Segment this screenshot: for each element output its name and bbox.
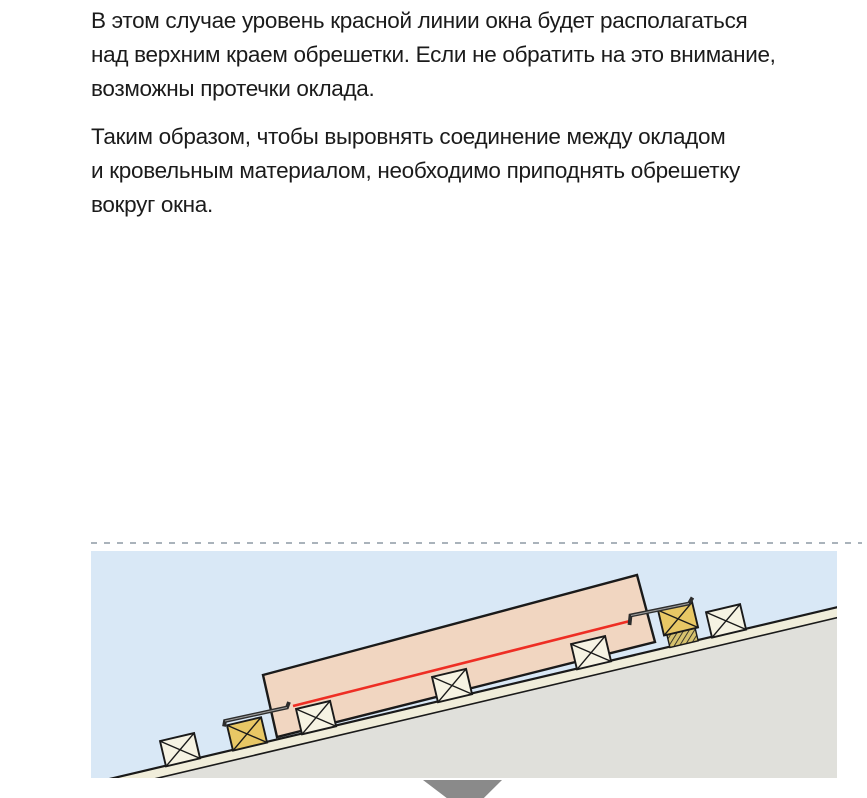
- roof-cross-section-figure: [91, 551, 837, 778]
- page-down-arrow[interactable]: [423, 780, 502, 798]
- text-line: возможны протечки оклада.: [91, 76, 375, 101]
- text-line: Таким образом, чтобы выровнять соединение между окладом: [91, 124, 726, 149]
- text-line: и кровельным материалом, необходимо приподнять обрешетку: [91, 158, 740, 183]
- text-line: вокруг окна.: [91, 192, 213, 217]
- text-line: В этом случае уровень красной линии окна будет располагаться: [91, 8, 748, 33]
- paragraph-2: [91, 120, 847, 222]
- paragraph-1: [91, 4, 847, 106]
- text-line: над верхним краем обрешетки. Если не обратить на это внимание,: [91, 42, 776, 67]
- dashed-divider-line: [91, 542, 862, 544]
